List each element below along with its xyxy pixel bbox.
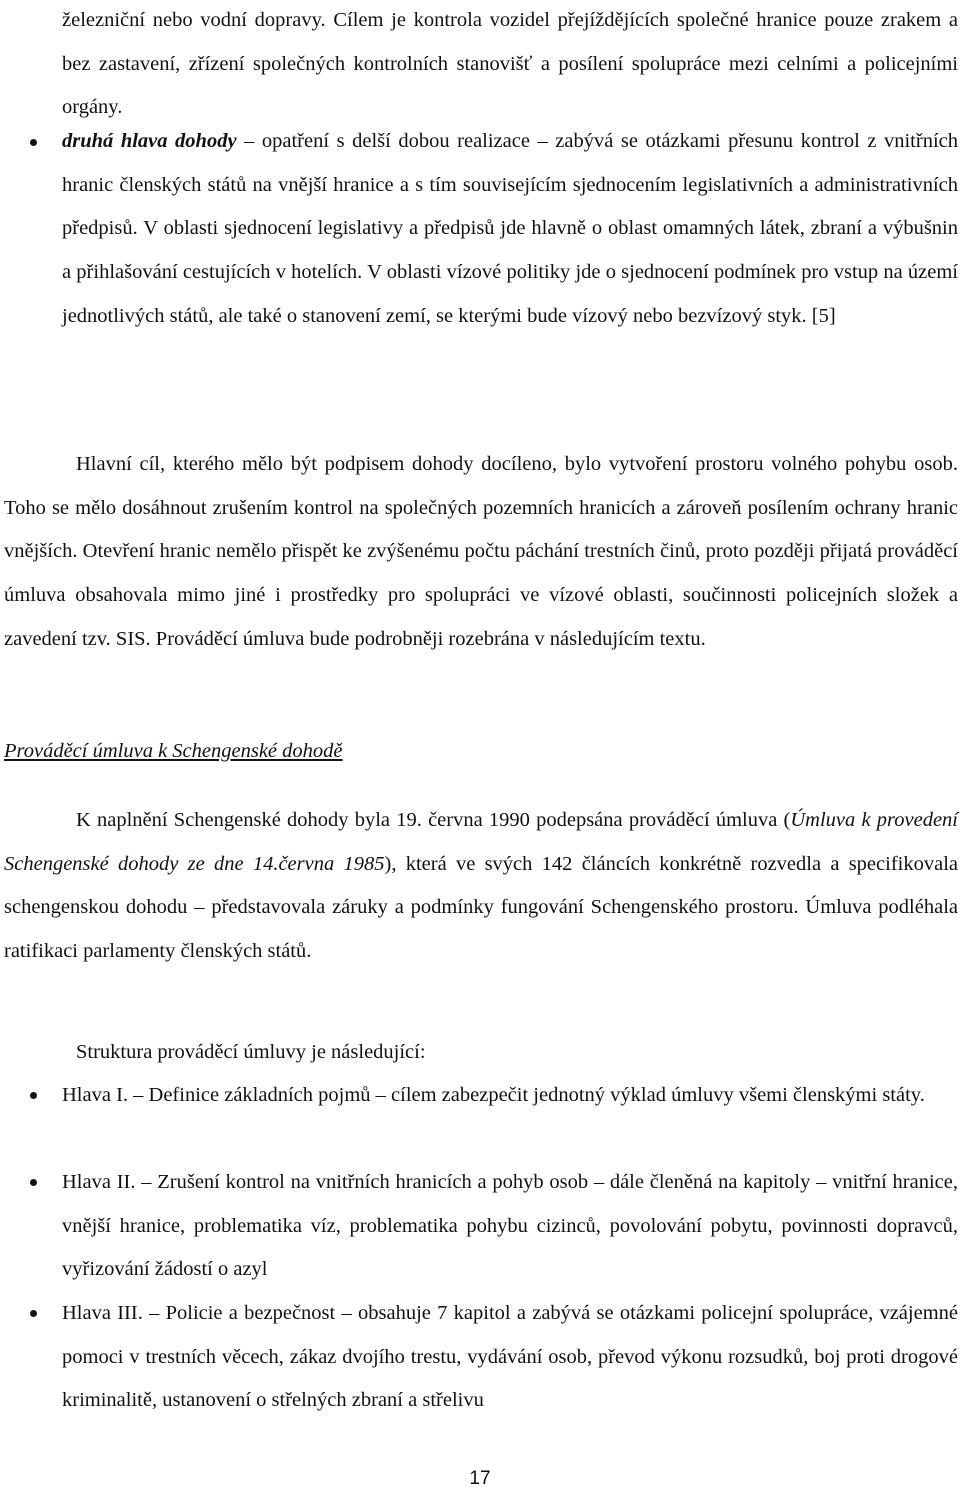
structure-item-2: Hlava II. – Zrušení kontrol na vnitřních hranicích a pohyb osob – dále členěná na kapitoly – vnitřní hranice, vnější hranice, problematika víz, problematika pohybu cizinců, povolování pobytu, povinnosti dopravců, vyřizování žádostí o azyl [62, 1171, 958, 1281]
bullet-text-first-tail: železniční nebo vodní dopravy. Cílem je kontrola vozidel přejíždějících společné hranice pouze zrakem a bez zastavení, zřízení společných kontrolních stanovišť a posílení spolupráce mezi celními a policejními orgány. [62, 9, 958, 119]
structure-item-3: Hlava III. – Policie a bezpečnost – obsahuje 7 kapitol a zabývá se otázkami policejní spolupráce, vzájemné pomoci v trestních věcech, zákaz dvojího trestu, vydávání osob, převod výkonu rozsudků, boj proti drogové kriminalitě, ustanovení o střelných zbraní a střelivu [62, 1302, 958, 1412]
bullet-dot [30, 1179, 37, 1186]
page-number: 17 [469, 1468, 491, 1489]
structure-item-1: Hlava I. – Definice základních pojmů – cílem zabezpečit jednotný výklad úmluvy všemi členskými státy. [62, 1084, 925, 1106]
paragraph-signing [4, 799, 958, 974]
bullet-dot [30, 1310, 37, 1317]
bullet-text-second [62, 120, 958, 339]
bullet-term: druhá hlava dohody [62, 130, 237, 152]
structure-intro: Struktura prováděcí úmluvy je následující: [76, 1041, 426, 1063]
bullet-body: – opatření s delší dobou realizace – zabývá se otázkami přesunu kontrol z vnitřních hranic členských států na vnější hranice a s tím souvisejícím sjednocením legislativních a administrativních předpisů. V oblasti sjednocení legislativy a předpisů jde hlavně o oblast omamných látek, zbraní a výbušnin a přihlašování cestujících v hotelích. V oblasti vízové politiky jde o sjednocení podmínek pro vstup na území jednotlivých států, ale také o stanovení zemí, se kterými bude vízový nebo bezvízový styk. [5] [62, 130, 958, 327]
section-heading: Prováděcí úmluva k Schengenské dohodě [4, 740, 343, 762]
bullet-dot [30, 1092, 37, 1099]
signing-text-start: K naplnění Schengenské dohody byla 19. června 1990 podepsána prováděcí úmluva ( [76, 809, 791, 831]
signing-text-italic: Úmluva k provedení Schengenské dohody ze dne 14.června 1985 [4, 809, 958, 875]
paragraph-goal: Hlavní cíl, kterého mělo být podpisem dohody docíleno, bylo vytvoření prostoru volného pohybu osob. Toho se mělo dosáhnout zrušením kontrol na společných pozemních hranicích a zároveň posílením ochrany hranic vnějších. Otevření hranic nemělo přispět ke zvýšenému počtu páchání trestních činů, proto později přijatá prováděcí úmluva obsahovala mimo jiné i prostředky pro spolupráci ve vízové oblasti, součinnosti policejních složek a zavedení tzv. SIS. Prováděcí úmluva bude podrobněji rozebrána v následujícím textu. [4, 453, 958, 650]
signing-text-end: ), která ve svých 142 článcích konkrétně rozvedla a specifikovala schengenskou dohodu – představovala záruky a podmínky fungování Schengenského prostoru. Úmluva podléhala ratifikaci parlamenty členských států. [4, 852, 958, 963]
bullet-dot [30, 139, 37, 146]
